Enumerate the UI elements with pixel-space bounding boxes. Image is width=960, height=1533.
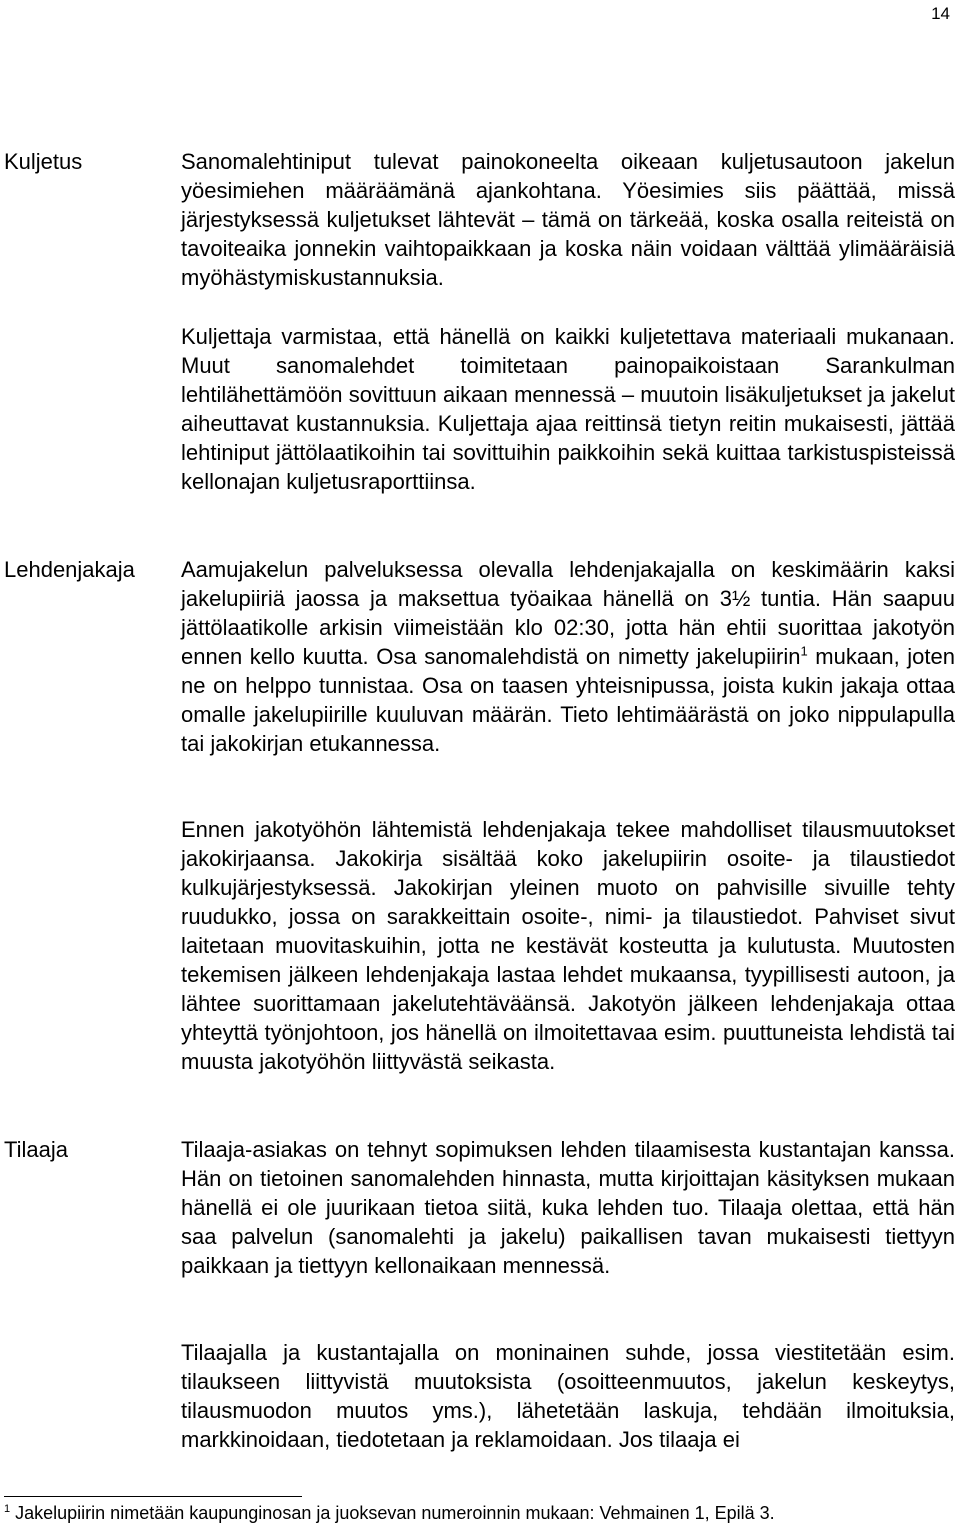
paragraph-tilaaja-2: Tilaajalla ja kustantajalla on moninainen suhde, jossa viestitetään esim. tilaukseen liittyvistä muutoksista (osoitteenmuutos, jakelun keskeytys, tilausmuodon muutos yms.), lähetetään laskuja, tehdään ilmoituksia, markkinoidaan, tiedotetaan ja reklamoidaan. Jos tilaaja ei <box>181 1340 955 1452</box>
paragraph-lehdenjakaja-1-part-b: mukaan, joten ne on helppo tunnistaa. Osa on taasen yhteisnipussa, joista kukin jakaja ottaa omalle jakelupiirille kuuluvan määrän. Tieto lehtimäärästä on joko nippulapulla tai jakokirjan etukannessa. <box>181 644 955 756</box>
paragraph-tilaaja-1: Tilaaja-asiakas on tehnyt sopimuksen lehden tilaamisesta kustantajan kanssa. Hän on tietoinen sanomalehden hinnasta, mutta kirjoittajan käsityksen mukaan hänellä ei ole juurikaan tietoa siitä, kuka lehden tuo. Tilaaja olettaa, että hän saa palvelun (sanomalehti ja jakelu) paikallisen tavan mukaisesti tiettyyn paikkaan ja tiettyyn kellonaikaan mennessä. <box>181 1137 955 1278</box>
footnote-number: 1 <box>4 1503 11 1515</box>
section-label-lehdenjakaja: Lehdenjakaja <box>4 557 135 582</box>
footnote-marker: 1 <box>800 643 808 659</box>
paragraph-kuljetus-1: Sanomalehtiniput tulevat painokoneelta oikeaan kuljetusautoon jakelun yöesimiehen määräämänä ajankohtana. Yöesimies siis päättää, missä järjestyksessä kuljetukset lähtevät – tämä on tärkeää, koska osalla reiteistä on tavoiteaika jonnekin vaihtopaikkaan ja koska näin voidaan välttää ylimääräisiä myöhästymiskustannuksia. <box>181 149 955 290</box>
paragraph-lehdenjakaja-1-part-a: Aamujakelun palveluksessa olevalla lehdenjakajalla on keskimäärin kaksi jakelupiiriä jaossa ja maksettua työaikaa hänellä on 3½ tuntia. Hän saapuu jättölaatikolle arkisin viimeistään klo 02:30, jotta hän ehtii suorittaa jakotyön ennen kello kuutta. Osa sanomalehdistä on nimetty jakelupiirin <box>181 557 955 669</box>
footnote-text: Jakelupiirin nimetään kaupunginosan ja juoksevan numeroinnin mukaan: Vehmainen 1, Epilä 3. <box>15 1503 775 1523</box>
footnote <box>4 1500 775 1526</box>
footnote-separator <box>4 1496 302 1497</box>
section-label-tilaaja: Tilaaja <box>4 1137 68 1162</box>
paragraph-lehdenjakaja-2: Ennen jakotyöhön lähtemistä lehdenjakaja tekee mahdolliset tilausmuutokset jakokirjaansa. Jakokirja sisältää koko jakelupiirin osoite- ja tilaustiedot kulkujärjestyksessä. Jakokirjan yleinen muoto on pahvisille sivuille tehty ruudukko, jossa on sarakkeittain osoite-, nimi- ja tilaustiedot. Pahviset sivut laitetaan muovitaskuihin, jotta ne kestävät kosteutta ja kulutusta. Muutosten tekemisen jälkeen lehdenjakaja lastaa lehdet mukaansa, tyypillisesti autoon, ja lähtee suorittamaan jakelutehtäväänsä. Jakotyön jälkeen lehdenjakaja ottaa yhteyttä työnjohtoon, jos hänellä on ilmoitettavaa esim. puuttuneista lehdistä tai muusta jakotyöhön liittyvästä seikasta. <box>181 817 955 1074</box>
paragraph-kuljetus-2: Kuljettaja varmistaa, että hänellä on kaikki kuljetettava materiaali mukanaan. Muut sanomalehdet toimitetaan painopaikoistaan Sarankulman lehtilähettämöön sovittuun aikaan mennessä – muutoin lisäkuljetukset ja jakelut aiheuttavat kustannuksia. Kuljettaja ajaa reittinsä tietyn reitin mukaisesti, jättää lehtiniput jättölaatikoihin tai sovittuihin paikkoihin sekä kuittaa tarkistuspisteissä kellonajan kuljetusraporttiinsa. <box>181 324 955 494</box>
page-number: 14 <box>931 4 950 23</box>
paragraph-lehdenjakaja-1 <box>181 555 955 758</box>
section-label-kuljetus: Kuljetus <box>4 149 83 174</box>
